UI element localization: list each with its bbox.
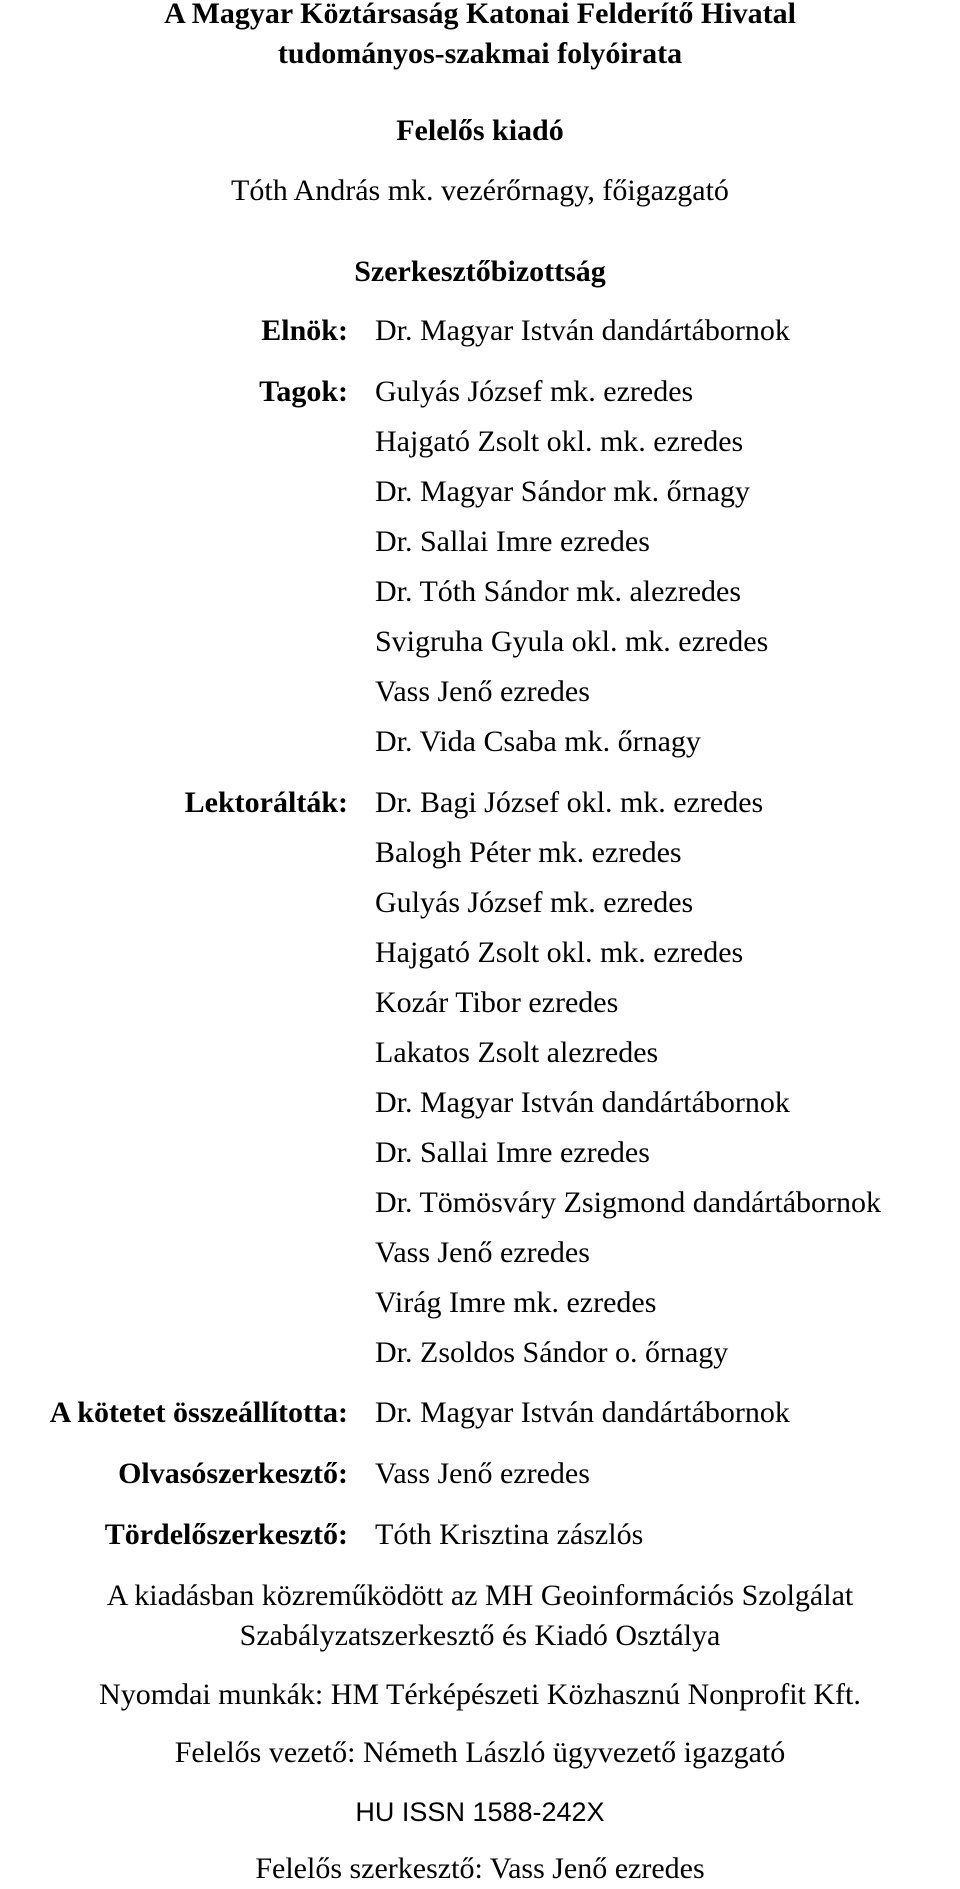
reviewer-name: Lakatos Zsolt alezredes (375, 1036, 659, 1069)
member-name: Hajgató Zsolt okl. mk. ezredes (375, 425, 744, 458)
reviewer-name: Hajgató Zsolt okl. mk. ezredes (375, 936, 744, 969)
member-name: Dr. Magyar Sándor mk. őrnagy (375, 475, 750, 508)
reviewers-label: Lektorálták: (184, 786, 348, 819)
copy-editor-label: Olvasószerkesztő: (118, 1457, 348, 1490)
reviewer-name: Vass Jenő ezredes (375, 1236, 590, 1269)
publisher-name: Tóth András mk. vezérőrnagy, főigazgató (231, 174, 729, 207)
reviewer-name: Dr. Zsoldos Sándor o. őrnagy (375, 1336, 729, 1369)
layout-editor-label: Tördelőszerkesztő: (104, 1518, 348, 1551)
editorial-board-heading: Szerkesztőbizottság (354, 255, 606, 288)
reviewer-name: Dr. Bagi József okl. mk. ezredes (375, 786, 764, 819)
chair-label: Elnök: (261, 314, 348, 347)
issn-number: HU ISSN 1588-242X (355, 1797, 605, 1827)
member-name: Dr. Tóth Sándor mk. alezredes (375, 575, 742, 608)
reviewer-name: Kozár Tibor ezredes (375, 986, 619, 1019)
journal-title-line2: tudományos-szakmai folyóirata (277, 37, 683, 70)
cooperation-line2: Szabályzatszerkesztő és Kiadó Osztálya (239, 1619, 721, 1652)
publisher-heading: Felelős kiadó (396, 114, 564, 147)
member-name: Dr. Sallai Imre ezredes (375, 525, 650, 558)
reviewer-name: Balogh Péter mk. ezredes (375, 836, 682, 869)
manager-info: Felelős vezető: Németh László ügyvezető igazgató (174, 1736, 786, 1769)
member-name: Vass Jenő ezredes (375, 675, 590, 708)
member-name: Dr. Vida Csaba mk. őrnagy (375, 725, 701, 758)
copy-editor-name: Vass Jenő ezredes (375, 1457, 590, 1490)
cooperation-line1: A kiadásban közreműködött az MH Geoinformációs Szolgálat (106, 1579, 854, 1612)
reviewer-name: Gulyás József mk. ezredes (375, 886, 694, 919)
reviewer-name: Dr. Tömösváry Zsigmond dandártábornok (375, 1186, 882, 1219)
reviewer-name: Dr. Sallai Imre ezredes (375, 1136, 650, 1169)
layout-editor-name: Tóth Krisztina zászlós (375, 1518, 644, 1551)
editor-in-chief: Felelős szerkesztő: Vass Jenő ezredes (255, 1852, 705, 1885)
compiled-by-label: A kötetet összeállította: (49, 1396, 348, 1429)
printing-info: Nyomdai munkák: HM Térképészeti Közhasznú Nonprofit Kft. (99, 1678, 861, 1711)
reviewer-name: Virág Imre mk. ezredes (375, 1286, 657, 1319)
member-name: Svigruha Gyula okl. mk. ezredes (375, 625, 769, 658)
compiled-by-name: Dr. Magyar István dandártábornok (375, 1396, 790, 1429)
reviewer-name: Dr. Magyar István dandártábornok (375, 1086, 790, 1119)
chair-name: Dr. Magyar István dandártábornok (375, 314, 790, 347)
journal-title-line1: A Magyar Köztársaság Katonai Felderítő Hivatal (164, 0, 796, 30)
members-label: Tagok: (259, 375, 348, 408)
member-name: Gulyás József mk. ezredes (375, 375, 694, 408)
